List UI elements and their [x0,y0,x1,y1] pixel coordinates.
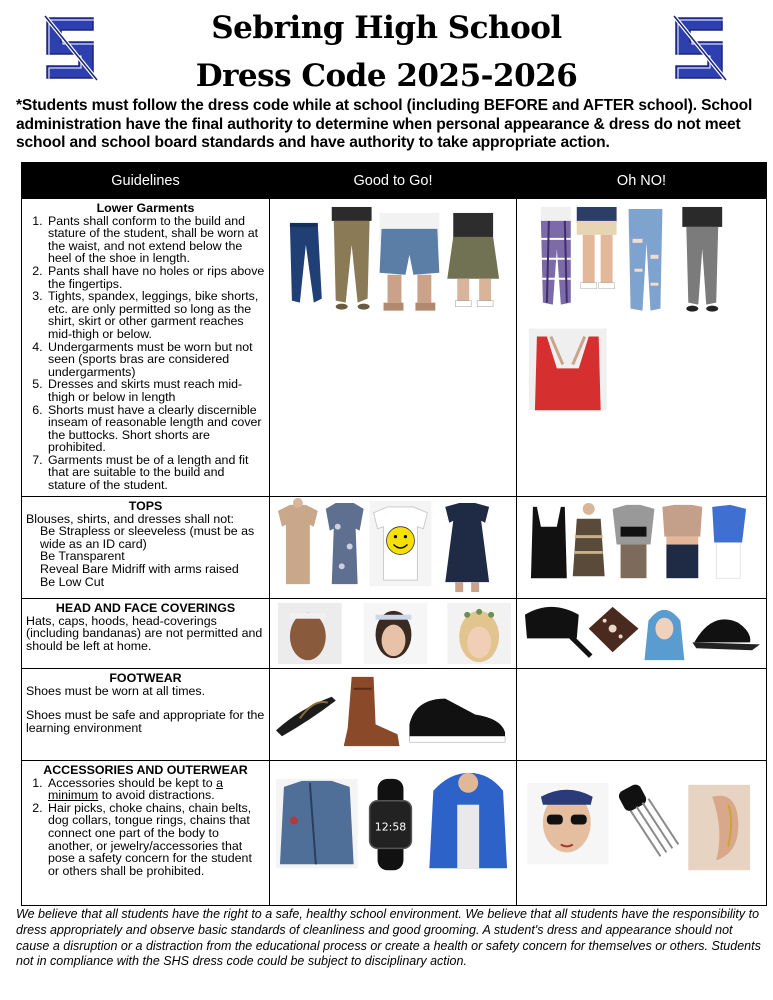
baseball-cap-photo [692,619,760,650]
list-item: 5. Dresses and skirts must reach mid-thigh or below in length [46,378,265,403]
blue-hoodie-photo [429,773,507,868]
navy-dress-photo [445,503,489,592]
bad-head-photos [517,599,766,668]
section-title: ACCESSORIES AND OUTERWEAR [43,763,248,777]
list-item: 2. Hair picks, choke chains, chain belts, dog collars, tongue rings, chains that connect one part of the body to another, or jewelry/accessories that pose a safety concern for the student or others shall be prohibited. [46,802,265,878]
section-title: HEAD AND FACE COVERINGS [55,601,236,615]
bandana-photo [589,607,639,652]
floral-blouse-photo [326,503,364,584]
section-title: Lower Garments [96,201,195,215]
black-camisole-photo [531,507,567,578]
table-row [22,199,767,497]
hoodie-photo [644,610,684,660]
table-row [22,497,767,599]
sunglasses-bandana-photo [527,783,609,864]
sandal-photo [276,697,336,737]
table-row [22,669,767,761]
header-oh-no: Oh NO! [517,163,767,199]
head-coverings-guidelines [22,599,269,654]
header-good-to-go: Good to Go! [270,163,517,199]
footwear-line-1: Shoes must be worn at all times. [26,683,206,698]
tops-guidelines [22,497,269,590]
footwear-line-2: Shoes must be safe and appropriate for the learning environment [26,708,265,735]
beaded-headband-photo [364,603,428,664]
list-item: Be Strapless or sleeveless (must be as wide as an ID card) [40,524,255,551]
cold-shoulder-top-photo [712,505,746,578]
jeans-photo [290,223,322,303]
denim-jacket-photo [276,779,358,868]
headband-photo [278,603,342,664]
list-item: 1. Pants shall conform to the build and stature of the student, shall be worn at the waist, and not extend below the heel of the shoe in length. [46,215,265,265]
footwear-guidelines [22,669,269,736]
good-footwear-photos [270,669,516,760]
list-item: Be Low Cut [40,574,105,589]
crop-top-photo [662,505,702,578]
hair-pick-photo [617,783,679,857]
page-subtitle: Dress Code 2025-2026 [195,58,578,94]
olive-skirt-photo [447,213,499,307]
denim-shorts-photo [380,213,440,311]
dress-code-table [21,162,767,906]
accessories-guidelines [22,761,269,879]
strapless-dress-photo [573,503,605,576]
list-item: 1. Accessories should be kept to a minimum to avoid distractions. [46,777,265,802]
tops-intro: Blouses, shirts, and dresses shall not: [26,511,234,526]
red-racerback-photo [529,329,607,411]
good-accessories-photos [270,761,516,905]
good-lower-garments-photos [270,199,516,496]
section-title: TOPS [128,499,163,513]
table-row [22,599,767,669]
smiley-tshirt-photo [370,501,432,586]
section-title: FOOTWEAR [109,671,182,685]
list-item: 3. Tights, spandex, leggings, bike shorts, etc. are only permitted so long as the shirt, skirt or other garment reaches mid-thigh or below. [46,290,265,340]
bad-accessories-photos [517,761,766,905]
plaid-pants-photo [541,207,571,305]
lower-garments-guidelines [22,199,269,494]
smartwatch-photo [370,779,412,870]
flower-crown-photo [447,603,511,664]
watch-time: 12:58 [374,820,407,834]
footer-statement: We believe that all students have the right to a safe, healthy school environment. We believe that all students have the responsibility to dress appropriately and observe basic standards of cleanliness and good grooming. A student's dress and appearance should not cause a disruption or a distraction from the educational process or create a health or safety concern for themselves or others. Students not in compliance with the SHS dress code could be subject to disciplinary action. [16,907,761,969]
good-head-photos [270,599,516,668]
list-item: Be Transparent [40,549,125,564]
short-shorts-photo [577,207,617,289]
list-item: Reveal Bare Midriff with arms raised [40,561,239,576]
list-item: 7. Garments must be of a length and fit that are suitable to the build and stature of the student. [46,454,265,492]
good-tops-photos [270,497,516,598]
khaki-pants-photo [332,207,372,310]
black-sneaker-photo [409,699,505,743]
ear-cuff-photo [688,785,750,870]
head-coverings-text: Hats, caps, hoods, head-coverings (including bandanas) are not permitted and should be left at home. [26,613,263,653]
tan-tshirt-photo [278,498,318,584]
intro-notice: *Students must follow the dress code while at school (including BEFORE and AFTER school). School administration have the final authority to determine when personal appearance & dress do not meet school and school board standards and have authority to take appropriate action. [16,97,753,151]
bad-tops-photos [517,497,766,598]
durag-photo [525,607,591,656]
list-item: 4. Undergarments must be worn but not seen (sports bras are considered undergarments) [46,341,265,379]
page-title: Sebring High School [211,10,562,46]
table-row [22,761,767,906]
grey-leggings-photo [682,207,722,312]
cowboy-boot-photo [344,677,400,746]
list-item: 2. Pants shall have no holes or rips above the fingertips. [46,265,265,290]
header-guidelines: Guidelines [22,163,270,199]
sheer-top-photo [613,505,655,578]
list-item: 6. Shorts must have a clearly discernible inseam of reasonable length and cover the buttocks. Short shorts are prohibited. [46,404,265,454]
bad-lower-garments-photos [517,199,766,496]
ripped-jeans-photo [629,209,663,311]
